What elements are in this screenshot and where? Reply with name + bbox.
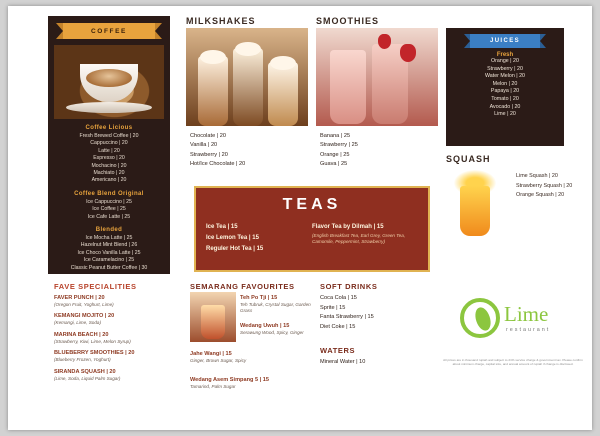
coffee-section-heading: Blended bbox=[95, 227, 123, 234]
squash-list bbox=[516, 172, 596, 201]
tea-item: Ice Lemon Tea | 15 bbox=[206, 235, 259, 241]
semarang-item-name: Wedang Asem Simpang 5 | 15 bbox=[190, 377, 269, 383]
fave-item-desc: (Blueberry Frozen, Yoghurt) bbox=[54, 357, 111, 363]
semarang-item-name: Wedang Uwuh | 15 bbox=[240, 323, 290, 329]
juice-item: Orange | 20 bbox=[491, 58, 519, 64]
semarang-item-1 bbox=[240, 294, 312, 315]
footer-note: All prices are in thousand rupiah and subject to 21% service charge & government tax. Please confirm about minimum charge, capital size, and annual amount of rupiah if change is disclosed. bbox=[443, 358, 583, 367]
soft-drink-item: Coca Cola | 15 bbox=[320, 295, 357, 301]
soft-drink-item: Diet Coke | 15 bbox=[320, 323, 356, 330]
brand-name: Lime bbox=[504, 302, 549, 326]
milkshake-item: Chocolate | 20 bbox=[190, 133, 226, 139]
coffee-item: Ice Coffee | 25 bbox=[92, 206, 126, 213]
water-item: Mineral Water | 10 bbox=[320, 359, 366, 365]
tea-item-desc: (English Breakfast Tea, Earl Grey, Green Tea, Camomile, Peppermint, Strawberry) bbox=[312, 233, 406, 245]
fave-item-name: FAVER PUNCH | 20 bbox=[54, 295, 105, 301]
semarang-item-4 bbox=[190, 376, 308, 390]
coffee-item: Ice Mocha Latte | 25 bbox=[85, 235, 133, 242]
squash-item: Lime Squash | 20 bbox=[516, 173, 558, 179]
smoothies-list bbox=[320, 132, 438, 170]
juices-ribbon-title: JUICES bbox=[470, 34, 540, 48]
fave-item-name: SIRANDA SQUASH | 20 bbox=[54, 368, 116, 375]
menu-sheet bbox=[8, 6, 592, 430]
coffee-item: Mochacino | 20 bbox=[91, 162, 127, 169]
smoothies-photo bbox=[316, 28, 438, 126]
milkshakes-list bbox=[190, 132, 308, 170]
coffee-item: Americano | 20 bbox=[91, 177, 127, 184]
coffee-item: Machiato | 20 bbox=[93, 170, 125, 177]
semarang-item-desc: Tamarind, Palm Sugar bbox=[190, 384, 236, 389]
tea-item: Ice Tea | 15 bbox=[206, 224, 238, 230]
juice-item: Strawberry | 20 bbox=[487, 65, 523, 72]
coffee-item: Cappuccino | 20 bbox=[90, 140, 128, 147]
juices-fresh-label: Fresh bbox=[496, 52, 514, 58]
coffee-item: Ice Caramelacino | 25 bbox=[83, 257, 135, 264]
milkshake-item: Strawberry | 20 bbox=[190, 151, 228, 158]
coffee-column bbox=[48, 16, 170, 274]
coffee-item: Espresso | 20 bbox=[93, 155, 125, 162]
fave-specialities-list bbox=[54, 294, 180, 382]
semarang-favourites-title: SEMARANG FAVOURITES bbox=[190, 282, 295, 291]
smoothie-item: Banana | 25 bbox=[320, 133, 351, 139]
semarang-item-name: Jahe Wangi | 15 bbox=[190, 351, 232, 357]
soft-drinks-title: SOFT DRINKS bbox=[320, 282, 378, 291]
coffee-item: Ice Cafe Latte | 25 bbox=[87, 213, 131, 220]
semarang-item-2 bbox=[240, 322, 312, 336]
semarang-item-desc: Teh Tubruk, Crystal Sugar, Garden Grass bbox=[240, 302, 311, 314]
coffee-photo bbox=[54, 45, 164, 119]
soft-drinks-list bbox=[320, 294, 430, 332]
juices-box bbox=[446, 28, 564, 146]
juice-item: Lime | 20 bbox=[494, 111, 516, 118]
smoothies-title: SMOOTHIES bbox=[316, 16, 380, 26]
coffee-section-heading: Coffee Licious bbox=[85, 125, 133, 131]
fave-item-desc: (Kemangi, Lime, Soda) bbox=[54, 320, 101, 326]
tea-item: Flavor Tea by Dilmah | 15 bbox=[312, 224, 384, 230]
fave-item-desc: (Lime, Soda, Liquid Palm Sugar) bbox=[54, 375, 121, 381]
teas-box bbox=[194, 186, 430, 272]
coffee-section-blended bbox=[48, 227, 170, 272]
juice-item: Melon | 20 bbox=[492, 80, 518, 87]
soft-drink-item: Sprite | 15 bbox=[320, 304, 346, 311]
coffee-item: Fresh Brewed Coffee | 20 bbox=[79, 133, 139, 139]
squash-item: Strawberry Squash | 20 bbox=[516, 182, 573, 189]
tea-item: Reguler Hot Tea | 15 bbox=[206, 246, 264, 252]
coffee-item: Ice Cappuccino | 25 bbox=[86, 198, 132, 205]
semarang-item-name: Teh Po Tji | 15 bbox=[240, 295, 278, 301]
teas-title: TEAS bbox=[282, 196, 342, 213]
smoothie-item: Orange | 25 bbox=[320, 151, 350, 158]
semarang-item-3 bbox=[190, 350, 288, 364]
fave-specialities-title: FAVE SPECIALITIES bbox=[54, 282, 137, 291]
juice-item: Avocado | 20 bbox=[489, 103, 521, 110]
fave-item-name: MARINA BEACH | 20 bbox=[54, 331, 109, 338]
soft-drink-item: Fanta Strawberry | 15 bbox=[320, 314, 374, 321]
juice-item: Papaya | 20 bbox=[490, 88, 520, 95]
fave-item-desc: (Strawberry, Kiwi, Lime, Melon Syrup) bbox=[54, 338, 131, 344]
milkshakes-photo bbox=[186, 28, 308, 126]
milkshakes-title: MILKSHAKES bbox=[186, 16, 256, 26]
smoothie-item: Guava | 25 bbox=[320, 161, 348, 168]
semarang-favourites-photo bbox=[190, 292, 236, 342]
brand-logo bbox=[460, 294, 580, 354]
coffee-item: Latte | 20 bbox=[98, 147, 120, 154]
teas-right-column bbox=[312, 222, 418, 255]
smoothie-item: Strawberry | 25 bbox=[320, 142, 358, 149]
waters-title: WATERS bbox=[320, 346, 356, 355]
lime-icon bbox=[460, 298, 500, 338]
teas-left-column bbox=[206, 222, 312, 255]
semarang-item-desc: Serawung Wood, Spicy, Ginger bbox=[240, 330, 304, 335]
milkshake-item: Hot/Ice Chocolate | 20 bbox=[190, 161, 246, 168]
coffee-ribbon-title: COFFEE bbox=[63, 23, 155, 39]
fave-item-name: BLUEBERRY SMOOTHIES | 20 bbox=[54, 350, 135, 357]
waters-list bbox=[320, 358, 430, 368]
coffee-item: Ice Choco Vanilla Latte | 25 bbox=[77, 249, 141, 256]
fave-item-desc: (Oregon Fruit, Yoghurt, Lime) bbox=[54, 302, 114, 307]
squash-item: Orange Squash | 20 bbox=[516, 192, 565, 198]
fave-item-name: KEMANGI MOJITO | 20 bbox=[54, 313, 115, 320]
coffee-section-licious bbox=[48, 125, 170, 185]
coffee-section-blend bbox=[48, 191, 170, 221]
brand-subtitle: restaurant bbox=[506, 327, 551, 333]
juice-item: Water Melon | 20 bbox=[484, 73, 526, 80]
coffee-section-heading: Coffee Blend Original bbox=[74, 190, 144, 197]
squash-photo bbox=[444, 168, 510, 240]
milkshake-item: Vanilla | 20 bbox=[190, 142, 218, 149]
coffee-item: Classic Peanut Butter Coffee | 30 bbox=[70, 264, 148, 271]
semarang-item-desc: Ginger, Brown Sugar, Spicy bbox=[190, 358, 247, 363]
coffee-item: Hazelnut Mint Blend | 26 bbox=[80, 242, 138, 249]
juice-item: Tomato | 20 bbox=[491, 95, 519, 102]
squash-title: SQUASH bbox=[446, 154, 491, 164]
